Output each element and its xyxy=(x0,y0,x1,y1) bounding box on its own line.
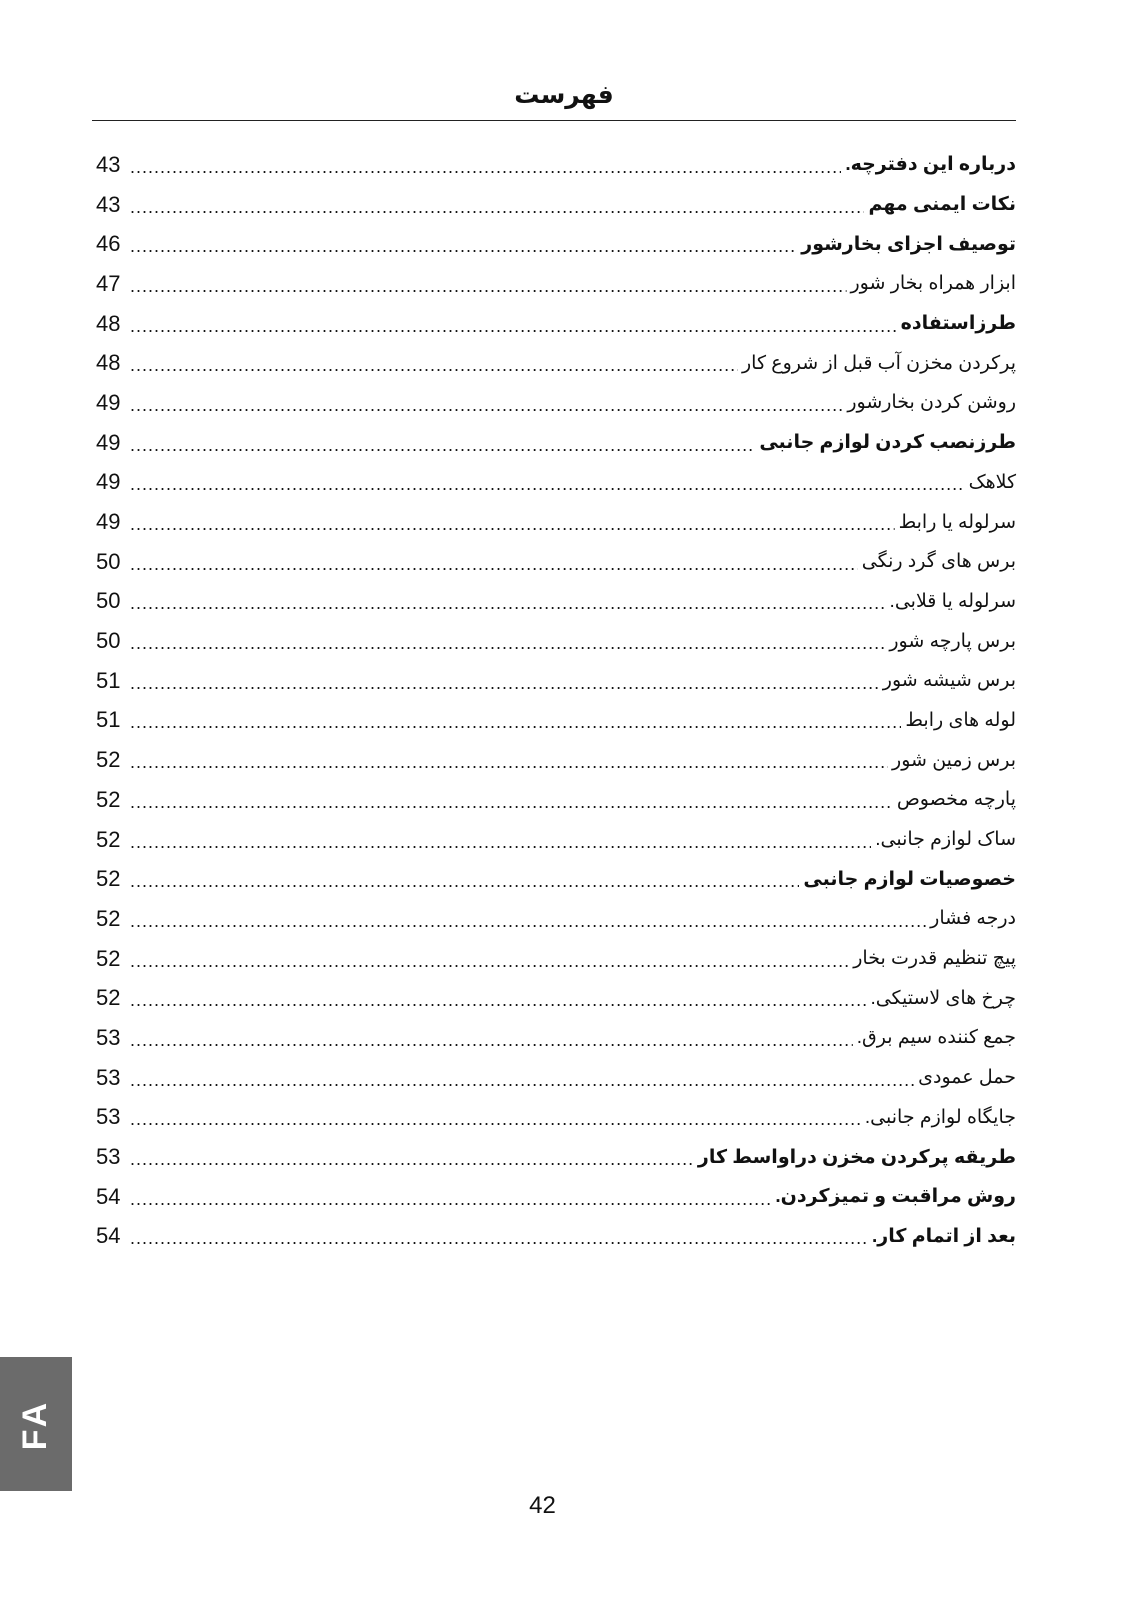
toc-entry-title: ابزار همراه بخار شور xyxy=(850,273,1016,295)
toc-entry-title: پیچ تنظیم قدرت بخار xyxy=(853,948,1016,970)
toc-entry-title: برس زمین شور xyxy=(892,749,1016,771)
toc-dot-leader xyxy=(130,236,797,256)
toc-entry-page: 52 xyxy=(96,905,121,931)
toc-dot-leader xyxy=(130,316,897,336)
toc-dot-leader xyxy=(130,474,965,494)
toc-entry-page: 43 xyxy=(96,191,121,217)
toc-dot-leader xyxy=(130,990,866,1010)
toc-entry-title: لوله های رابط xyxy=(905,709,1016,731)
toc-entry-title: پارچه مخصوص xyxy=(896,789,1016,811)
toc-entry-page: 48 xyxy=(96,310,121,336)
toc-dot-leader xyxy=(130,435,755,455)
toc-dot-leader xyxy=(130,1109,861,1129)
toc-dot-leader xyxy=(130,712,901,732)
toc-entry-title: درباره این دفترچه. xyxy=(845,154,1016,176)
toc-entry-page: 49 xyxy=(96,469,121,495)
toc-entry-title: نکات ایمنی مهم xyxy=(868,194,1016,216)
toc-entry-page: 52 xyxy=(96,945,121,971)
toc-dot-leader xyxy=(130,673,879,693)
toc-entry-page: 51 xyxy=(96,667,121,693)
toc-entry-page: 43 xyxy=(96,151,121,177)
toc-entry[interactable] xyxy=(96,542,1016,582)
toc-dot-leader xyxy=(130,395,843,415)
toc-entry[interactable] xyxy=(96,899,1016,939)
toc-entry[interactable] xyxy=(96,304,1016,344)
toc-entry-page: 46 xyxy=(96,231,121,257)
toc-dot-leader xyxy=(130,1030,853,1050)
toc-entry-page: 50 xyxy=(96,628,121,654)
toc-dot-leader xyxy=(130,832,871,852)
toc-entry[interactable] xyxy=(96,621,1016,661)
toc-entry[interactable] xyxy=(96,423,1016,463)
toc-entry-title: جمع کننده سیم برق. xyxy=(856,1027,1016,1049)
toc-entry-title: طریقه پرکردن مخزن دراواسط کار xyxy=(697,1146,1016,1168)
toc-entry-page: 53 xyxy=(96,1024,121,1050)
toc-dot-leader xyxy=(130,752,888,772)
toc-dot-leader xyxy=(130,1228,868,1248)
toc-entry[interactable] xyxy=(96,343,1016,383)
toc-entry-title: ساک لوازم جانبی. xyxy=(875,829,1016,851)
page-title: فهرست xyxy=(514,81,614,109)
toc-entry-title: برس شیشه شور xyxy=(882,670,1016,692)
toc-entry-page: 48 xyxy=(96,350,121,376)
toc-entry-page: 47 xyxy=(96,270,121,296)
toc-entry-title: کلاهک xyxy=(968,471,1016,493)
toc-entry-title: بعد از اتمام کار. xyxy=(872,1225,1016,1247)
page-number: 42 xyxy=(529,1492,556,1519)
toc-entry-title: برس های گرد رنگی xyxy=(861,551,1016,573)
toc-dot-leader xyxy=(130,911,926,931)
toc-dot-leader xyxy=(130,197,864,217)
toc-entry-page: 52 xyxy=(96,826,121,852)
toc-entry-title: طرزنصب کردن لوازم جانبی xyxy=(759,432,1016,454)
toc-entry[interactable] xyxy=(96,740,1016,780)
toc-entry[interactable] xyxy=(96,224,1016,264)
toc-entry-page: 50 xyxy=(96,548,121,574)
toc-entry-title: سرلوله یا رابط xyxy=(898,511,1016,533)
toc-entry-title: طرزاستفاده xyxy=(900,313,1016,335)
toc-entry-page: 54 xyxy=(96,1183,121,1209)
toc-entry-page: 49 xyxy=(96,389,121,415)
toc-entry-page: 53 xyxy=(96,1064,121,1090)
toc-entry[interactable] xyxy=(96,1137,1016,1177)
toc-entry-page: 52 xyxy=(96,985,121,1011)
toc-entry-title: توصیف اجزای بخارشور xyxy=(801,233,1016,255)
toc-entry-page: 52 xyxy=(96,747,121,773)
toc-entry-page: 52 xyxy=(96,786,121,812)
toc-dot-leader xyxy=(130,355,738,375)
toc-entry[interactable] xyxy=(96,185,1016,225)
toc-dot-leader xyxy=(130,514,895,534)
toc-entry[interactable] xyxy=(96,701,1016,741)
toc-entry[interactable] xyxy=(96,1177,1016,1217)
toc-entry-page: 54 xyxy=(96,1223,121,1249)
toc-dot-leader xyxy=(130,871,799,891)
toc-entry-page: 51 xyxy=(96,707,121,733)
toc-entry-title: درجه فشار xyxy=(930,908,1016,930)
toc-dot-leader xyxy=(130,554,858,574)
toc-dot-leader xyxy=(130,792,893,812)
toc-entry[interactable] xyxy=(96,780,1016,820)
toc-dot-leader xyxy=(130,276,847,296)
toc-entry-title: روش مراقبت و تمیزکردن. xyxy=(775,1186,1016,1208)
toc-dot-leader xyxy=(130,157,841,177)
toc-entry[interactable] xyxy=(96,264,1016,304)
toc-entry-page: 53 xyxy=(96,1104,121,1130)
toc-entry[interactable] xyxy=(96,820,1016,860)
toc-dot-leader xyxy=(130,1070,914,1090)
toc-entry[interactable] xyxy=(96,145,1016,185)
toc-entry[interactable] xyxy=(96,1018,1016,1058)
toc-entry[interactable] xyxy=(96,859,1016,899)
toc-entry-title: جایگاه لوازم جانبی. xyxy=(864,1106,1016,1128)
toc-entry-page: 49 xyxy=(96,429,121,455)
toc-entry-title: حمل عمودی xyxy=(918,1067,1016,1089)
toc-entry-title: برس پارچه شور xyxy=(889,630,1016,652)
toc-entry-page: 49 xyxy=(96,509,121,535)
toc-entry[interactable] xyxy=(96,978,1016,1018)
toc-entry[interactable] xyxy=(96,661,1016,701)
toc-dot-leader xyxy=(130,593,886,613)
toc-entry[interactable] xyxy=(96,939,1016,979)
language-tab xyxy=(0,1357,72,1491)
toc-entry-page: 52 xyxy=(96,866,121,892)
toc-entry-title: چرخ های لاستیکی. xyxy=(870,987,1016,1009)
toc-entry[interactable] xyxy=(96,383,1016,423)
toc-entry-title: سرلوله یا قلابی. xyxy=(889,590,1016,612)
toc-entry-page: 53 xyxy=(96,1144,121,1170)
toc-dot-leader xyxy=(130,1189,771,1209)
toc-entry[interactable] xyxy=(96,582,1016,622)
toc-entry-title: خصوصیات لوازم جانبی xyxy=(803,868,1016,890)
toc-dot-leader xyxy=(130,633,885,653)
toc-entry[interactable] xyxy=(96,502,1016,542)
toc-entry-title: پرکردن مخزن آب قبل از شروع کار xyxy=(741,352,1016,374)
table-of-contents xyxy=(96,145,1016,1256)
language-tab-label: FA xyxy=(16,1398,55,1450)
toc-dot-leader xyxy=(130,1149,694,1169)
toc-entry-title: روشن کردن بخارشور xyxy=(847,392,1016,414)
title-divider xyxy=(92,120,1016,121)
toc-dot-leader xyxy=(130,951,849,971)
toc-entry[interactable] xyxy=(96,463,1016,503)
toc-entry-page: 50 xyxy=(96,588,121,614)
toc-entry[interactable] xyxy=(96,1058,1016,1098)
toc-entry[interactable] xyxy=(96,1217,1016,1257)
toc-entry[interactable] xyxy=(96,1098,1016,1138)
